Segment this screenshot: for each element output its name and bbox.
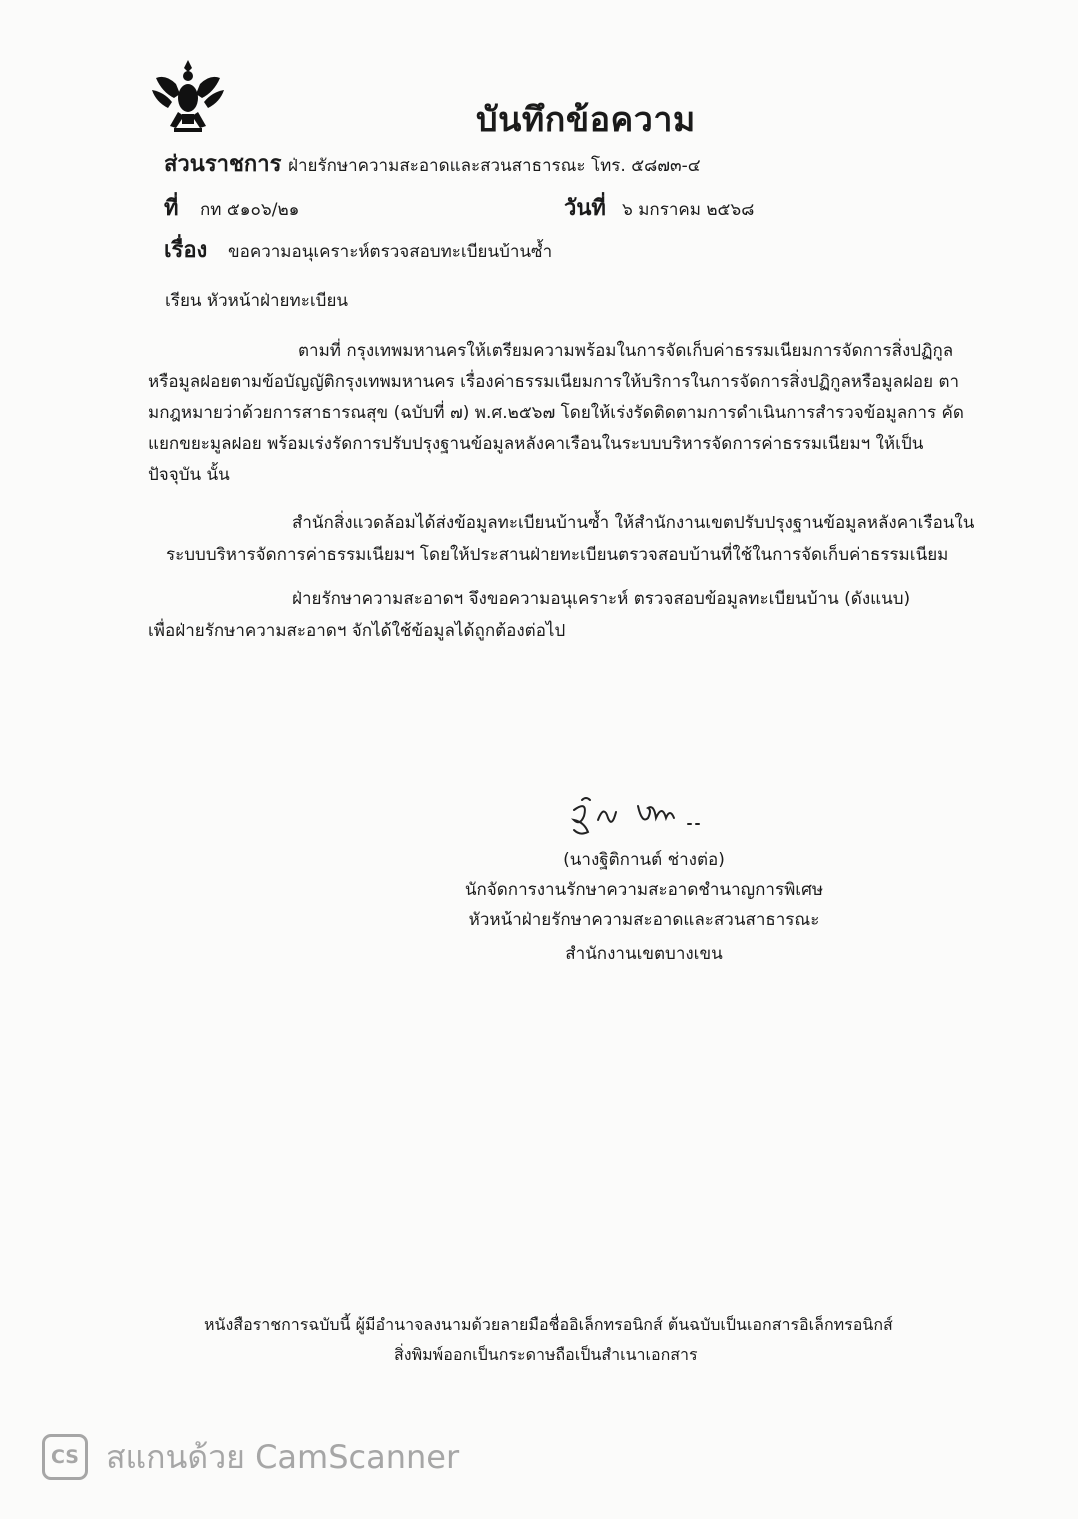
handwritten-signature <box>568 790 768 840</box>
paragraph1-line: หรือมูลฝอยตามข้อบัญญัติกรุงเทพมหานคร เรื่องค่าธรรมเนียมการให้บริการในการจัดการสิ่งปฏิกูลหรือมูลฝอย ตา <box>148 372 960 392</box>
paragraph2-line: สำนักสิ่งแวดล้อมได้ส่งข้อมูลทะเบียนบ้านซ้ำ ให้สำนักงานเขตปรับปรุงฐานข้อมูลหลังคาเรือนใน <box>292 513 975 533</box>
subject-value: ขอความอนุเคราะห์ตรวจสอบทะเบียนบ้านซ้ำ <box>228 242 553 262</box>
section-value: ฝ่ายรักษาความสะอาดและสวนสาธารณะ โทร. ๕๘๗๓-๔ <box>288 156 701 176</box>
signer-name: (นางฐิติกานต์ ช่างต่อ) <box>563 850 725 870</box>
paragraph1-line: ตามที่ กรุงเทพมหานครให้เตรียมความพร้อมในการจัดเก็บค่าธรรมเนียมการจัดการสิ่งปฏิกูล <box>298 341 954 361</box>
page-title: บันทึกข้อความ <box>476 100 696 140</box>
ref-label: ที่ <box>164 196 179 221</box>
paragraph1-line: ปัจจุบัน นั้น <box>148 465 230 485</box>
salutation: เรียน หัวหน้าฝ่ายทะเบียน <box>165 291 349 311</box>
camscanner-watermark: สแกนด้วย CamScanner <box>106 1438 460 1476</box>
subject-label: เรื่อง <box>164 238 208 263</box>
section-label: ส่วนราชการ <box>164 152 282 177</box>
paragraph3-line: เพื่อฝ่ายรักษาความสะอาดฯ จักได้ใช้ข้อมูลได้ถูกต้องต่อไป <box>148 621 566 641</box>
paragraph1-line: มกฎหมายว่าด้วยการสาธารณสุข (ฉบับที่ ๗) พ.ศ.๒๕๖๗ โดยให้เร่งรัดติดตามการดำเนินการสำรวจข้อมูลการ คัด <box>148 403 964 423</box>
footer-note: สิ่งพิมพ์ออกเป็นกระดาษถือเป็นสำเนาเอกสาร <box>394 1345 698 1364</box>
paragraph3-line: ฝ่ายรักษาความสะอาดฯ จึงขอความอนุเคราะห์ ตรวจสอบข้อมูลทะเบียนบ้าน (ดังแนบ) <box>292 589 911 609</box>
signer-position: หัวหน้าฝ่ายรักษาความสะอาดและสวนสาธารณะ <box>468 910 820 930</box>
date-value: ๖ มกราคม ๒๕๖๘ <box>622 200 755 220</box>
signer-office: สำนักงานเขตบางเขน <box>565 944 723 964</box>
camscanner-logo: CS <box>42 1434 88 1480</box>
paragraph1-line: แยกขยะมูลฝอย พร้อมเร่งรัดการปรับปรุงฐานข้อมูลหลังคาเรือนในระบบบริหารจัดการค่าธรรมเนียมฯ ให้เป็น <box>148 434 924 454</box>
footer-note: หนังสือราชการฉบับนี้ ผู้มีอำนาจลงนามด้วยลายมือชื่ออิเล็กทรอนิกส์ ต้นฉบับเป็นเอกสารอิเล็กทรอนิกส์ <box>204 1315 893 1334</box>
ref-value: กท ๕๑๐๖/๒๑ <box>200 200 300 220</box>
date-label: วันที่ <box>564 196 606 221</box>
garuda-emblem-icon <box>148 56 228 136</box>
paragraph2-line: ระบบบริหารจัดการค่าธรรมเนียมฯ โดยให้ประสานฝ่ายทะเบียนตรวจสอบบ้านที่ใช้ในการจัดเก็บค่าธรรมเนียม <box>166 545 949 565</box>
signer-position: นักจัดการงานรักษาความสะอาดชำนาญการพิเศษ <box>464 880 824 900</box>
